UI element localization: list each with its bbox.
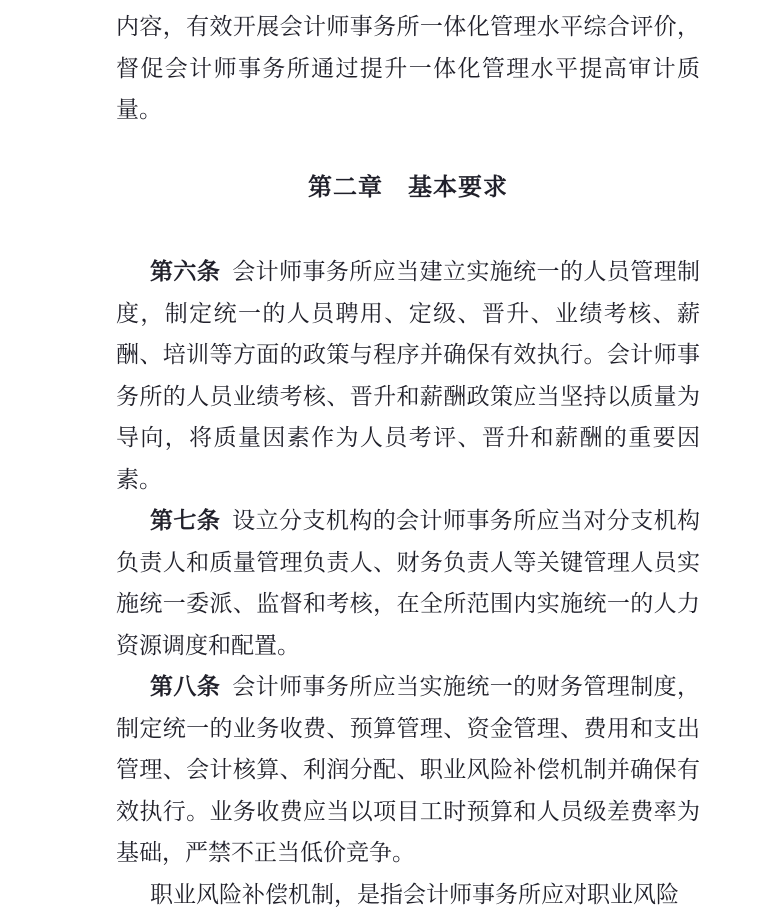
article-8-text: 会计师事务所应当实施统一的财务管理制度，制定统一的业务收费、预算管理、资金管理、费用和支出管理、会计核算、利润分配、职业风险补偿机制并确保有效执行。业务收费应当以项目工时预算和人员级差费率为基础，严禁不正当低价竞争。 (116, 674, 701, 865)
article-6-label: 第六条 (150, 259, 221, 284)
paragraph-continuation: 内容，有效开展会计师事务所一体化管理水平综合评价，督促会计师事务所通过提升一体化管理水平提高审计质量。 (116, 14, 700, 122)
article-7-paragraph (116, 500, 700, 666)
chapter-heading: 第二章 基本要求 (308, 173, 508, 201)
article-6-paragraph (116, 251, 700, 500)
article-7-text: 设立分支机构的会计师事务所应当对分支机构负责人和质量管理负责人、财务负责人等关键管理人员实施统一委派、监督和考核，在全所范围内实施统一的人力资源调度和配置。 (116, 508, 701, 658)
document-content (116, 6, 700, 912)
closing-definition-paragraph: 职业风险补偿机制，是指会计师事务所应对职业风险 (150, 881, 679, 907)
article-6-text: 会计师事务所应当建立实施统一的人员管理制度，制定统一的人员聘用、定级、晋升、业绩考核、薪酬、培训等方面的政策与程序并确保有效执行。会计师事务所的人员业绩考核、晋升和薪酬政策应当坚持以质量为导向，将质量因素作为人员考评、晋升和薪酬的重要因素。 (116, 259, 701, 492)
article-8-paragraph (116, 666, 700, 874)
article-7-label: 第七条 (150, 508, 221, 533)
article-8-label: 第八条 (150, 674, 221, 699)
